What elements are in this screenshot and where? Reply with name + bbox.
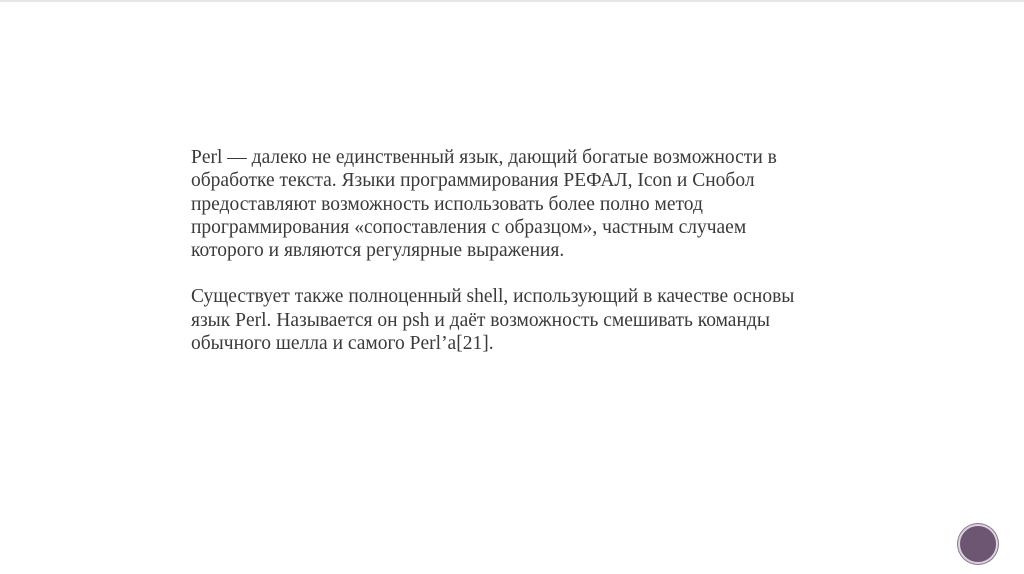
slide-number-badge-icon (958, 524, 998, 564)
text-line: язык Perl. Называется он psh и даёт возможность смешивать команды (191, 309, 770, 331)
paragraph-psh-shell (191, 285, 851, 355)
text-line: обработке текста. Языки программирования РЕФАЛ, Icon и Снобол (191, 170, 755, 192)
text-line: Существует также полноценный shell, использующий в качестве основы (191, 286, 795, 308)
text-line: обычного шелла и самого Perl’a[21]. (191, 333, 494, 355)
text-line: которого и являются регулярные выражения. (191, 240, 565, 262)
slide-body-text (191, 146, 851, 355)
text-line: Perl — далеко не единственный язык, дающий богатые возможности в (191, 147, 777, 168)
paragraph-perl-text-processing (191, 146, 851, 262)
text-line: программирования «сопоставления с образцом», частным случаем (191, 216, 747, 238)
top-divider (0, 0, 1024, 2)
text-line: предоставляют возможность использовать более полно метод (191, 193, 703, 215)
